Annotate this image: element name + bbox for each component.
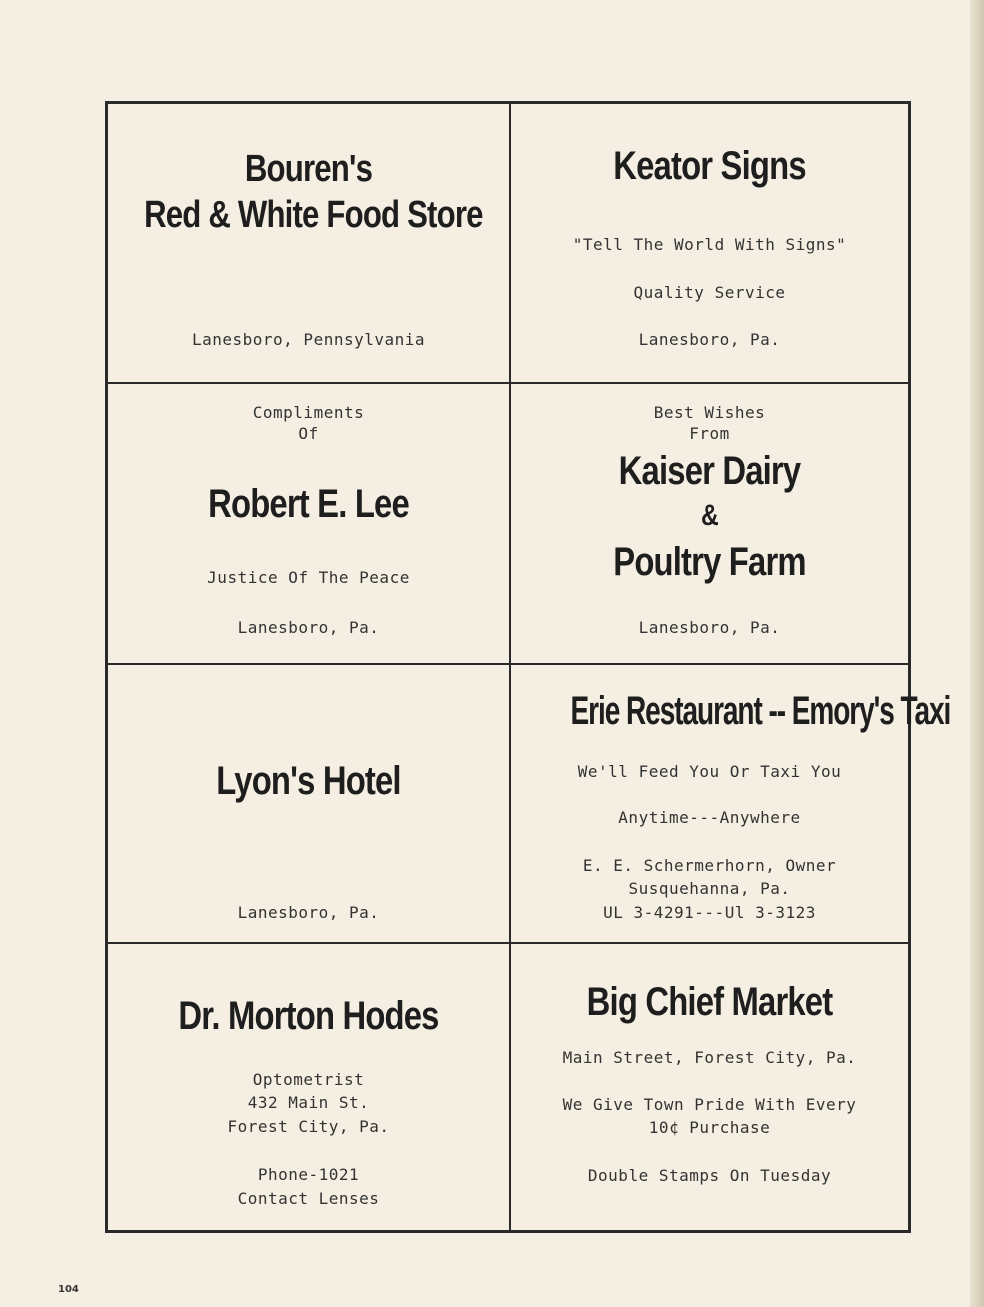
- ad-lyons-location: Lanesboro, Pa.: [237, 903, 380, 922]
- ad-erie-restaurant: [511, 665, 951, 942]
- ad-hodes-title: Dr. Morton Hodes: [178, 994, 439, 1038]
- ad-kaiser-title-line2: &: [701, 499, 718, 532]
- page-edge-shadow: [970, 0, 984, 1307]
- ad-erie-title: Erie Restaurant -- Emory's Taxi: [570, 689, 951, 733]
- ad-erie-phone: UL 3-4291---Ul 3-3123: [603, 903, 816, 922]
- ad-keator-title: Keator Signs: [613, 144, 806, 188]
- ad-lee-intro-line1: Compliments: [252, 403, 365, 422]
- ad-lee-role: Justice Of The Peace: [207, 568, 410, 587]
- ad-bigchief-promo-line2: 10¢ Purchase: [648, 1118, 771, 1137]
- ad-kaiser-title-line1: Kaiser Dairy: [618, 449, 801, 493]
- ad-big-chief-market: [511, 944, 908, 1230]
- ad-hodes-address: 432 Main St.: [247, 1093, 370, 1112]
- ad-kaiser-location: Lanesboro, Pa.: [638, 618, 781, 637]
- ad-keator: [511, 104, 908, 382]
- ad-erie-hours: Anytime---Anywhere: [618, 808, 801, 827]
- ad-lee-intro-line2: Of: [298, 424, 319, 443]
- ad-bourens: [108, 104, 509, 382]
- ad-kaiser-dairy: [511, 384, 908, 663]
- ad-hodes-city: Forest City, Pa.: [227, 1117, 390, 1136]
- ad-hodes-profession: Optometrist: [252, 1070, 365, 1089]
- page-number: 104: [58, 1284, 79, 1295]
- ad-hodes-phone: Phone-1021: [257, 1165, 360, 1184]
- ad-erie-owner: E. E. Schermerhorn, Owner: [582, 856, 837, 875]
- ad-keator-service: Quality Service: [633, 283, 786, 302]
- ad-erie-slogan: We'll Feed You Or Taxi You: [577, 762, 842, 781]
- ad-lyons-hotel: [108, 665, 509, 942]
- ad-bigchief-promo-line1: We Give Town Pride With Every: [562, 1095, 857, 1114]
- ad-bigchief-promo-stamps: Double Stamps On Tuesday: [587, 1166, 832, 1185]
- ad-hodes-service: Contact Lenses: [237, 1189, 380, 1208]
- ad-kaiser-intro-line1: Best Wishes: [653, 403, 766, 422]
- ad-bourens-title-line1: Bouren's: [244, 148, 373, 190]
- ad-kaiser-title-line3: Poultry Farm: [613, 540, 806, 584]
- ad-bourens-title-line2: Red & White Food Store: [144, 194, 483, 236]
- ad-erie-location: Susquehanna, Pa.: [628, 879, 791, 898]
- ad-kaiser-intro-line2: From: [689, 424, 730, 443]
- ad-morton-hodes: [108, 944, 509, 1230]
- ad-keator-location: Lanesboro, Pa.: [638, 330, 781, 349]
- ad-lee-location: Lanesboro, Pa.: [237, 618, 380, 637]
- ad-grid: [105, 101, 951, 1233]
- ad-bigchief-address: Main Street, Forest City, Pa.: [562, 1048, 857, 1067]
- ad-lyons-title: Lyon's Hotel: [216, 759, 401, 803]
- ad-lee-title: Robert E. Lee: [208, 482, 409, 526]
- ad-keator-slogan: "Tell The World With Signs": [572, 235, 847, 254]
- ad-bigchief-title: Big Chief Market: [586, 980, 833, 1024]
- ad-robert-e-lee: [108, 384, 509, 663]
- ad-bourens-location: Lanesboro, Pennsylvania: [191, 330, 426, 349]
